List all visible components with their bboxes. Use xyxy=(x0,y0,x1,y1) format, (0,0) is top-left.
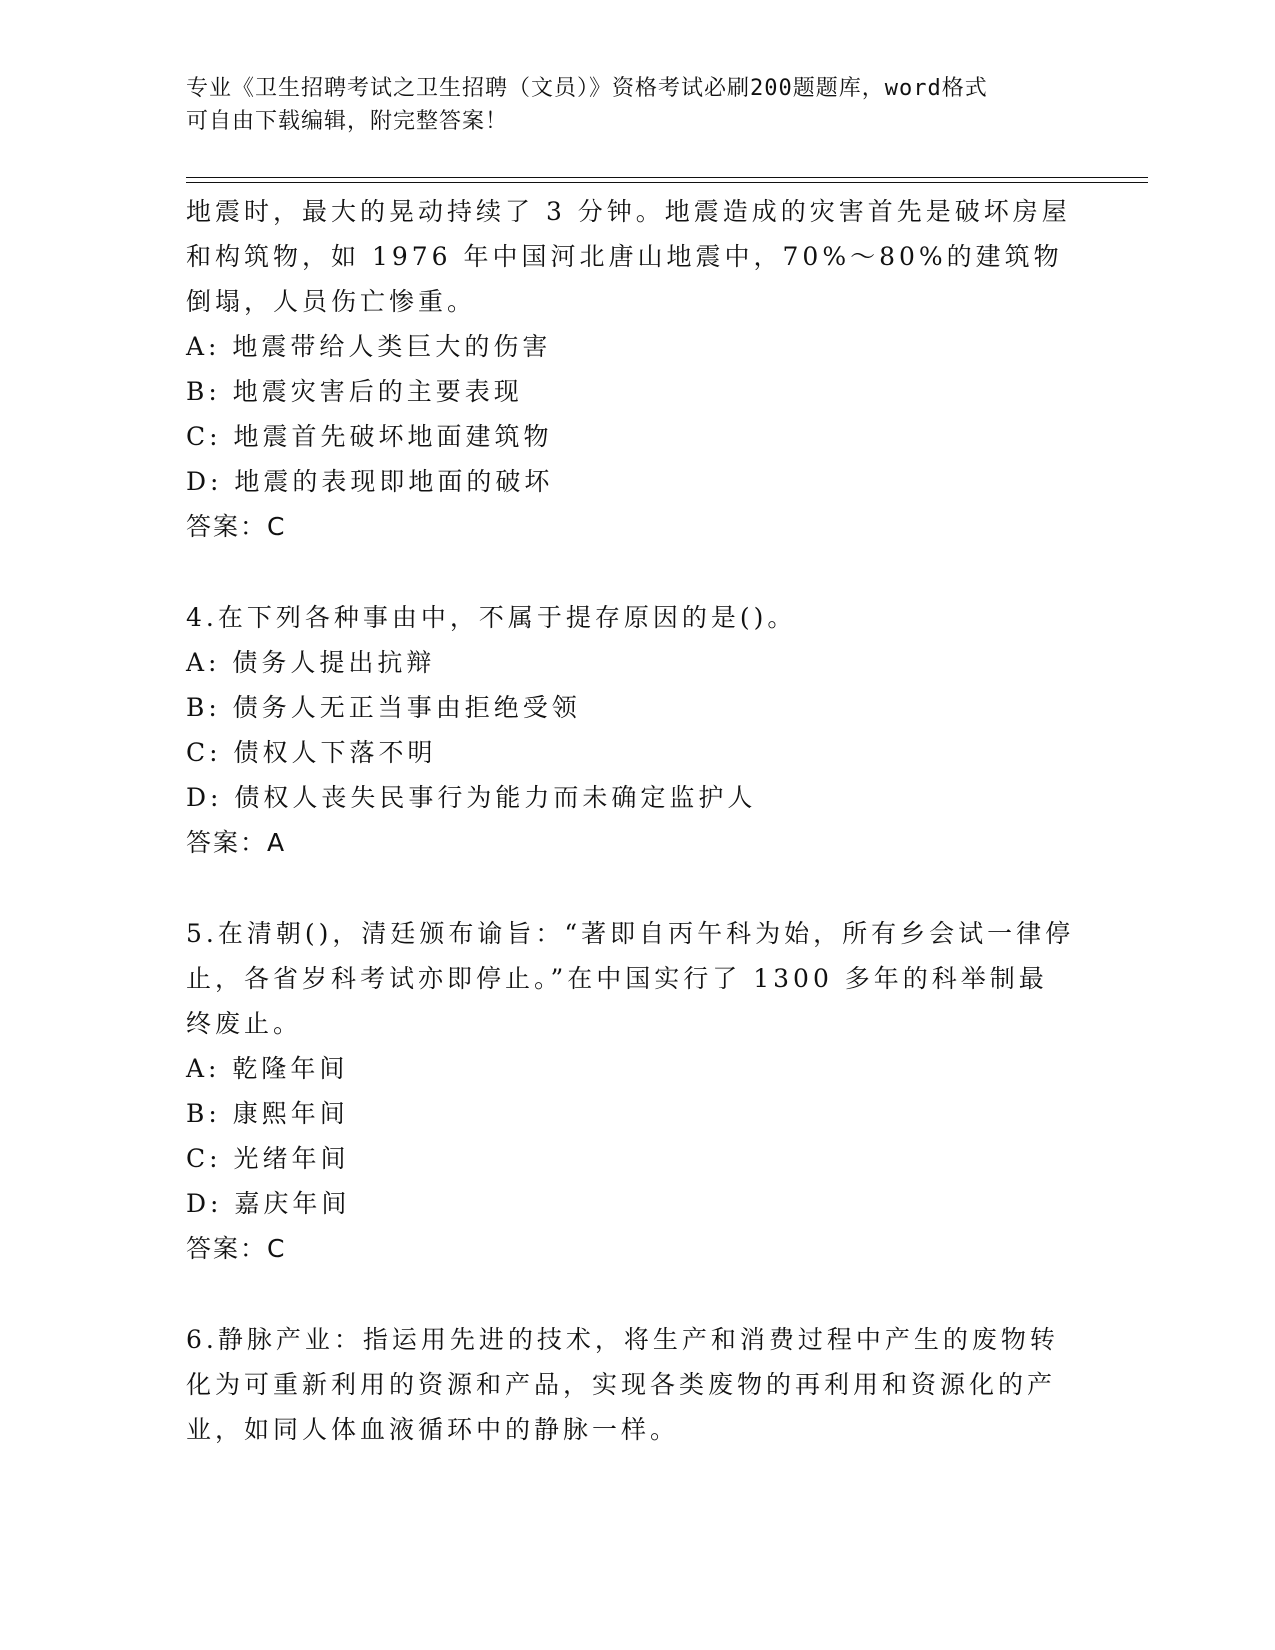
answer-line: 答案：C xyxy=(186,512,287,541)
question-text: 5.在清朝()，清廷颁布谕旨：“著即自丙午科为始，所有乡会试一律停止，各省岁科考试亦即停止。”在中国实行了 1300 多年的科举制最终废止。 xyxy=(186,919,1075,1038)
option-d: D: 地震的表现即地面的破坏 xyxy=(186,467,554,496)
option-c: C: 光绪年间 xyxy=(186,1144,350,1173)
header-line-2: 可自由下载编辑，附完整答案！ xyxy=(186,109,509,134)
spacer xyxy=(186,865,1076,911)
option-d: D: 债权人丧失民事行为能力而未确定监护人 xyxy=(186,783,757,812)
question-text: 6.静脉产业：指运用先进的技术，将生产和消费过程中产生的废物转化为可重新利用的资源和产品，实现各类废物的再利用和资源化的产业，如同人体血液循环中的静脉一样。 xyxy=(186,1325,1059,1444)
spacer xyxy=(186,1271,1076,1317)
document-header xyxy=(186,72,1146,138)
option-c: C: 地震首先破坏地面建筑物 xyxy=(186,422,553,451)
question-block xyxy=(186,189,1076,549)
question-block xyxy=(186,595,1076,865)
option-a: A: 乾隆年间 xyxy=(186,1054,349,1083)
answer-line: 答案：C xyxy=(186,1234,287,1263)
option-b: B: 债务人无正当事由拒绝受领 xyxy=(186,693,581,722)
option-b: B: 康熙年间 xyxy=(186,1099,349,1128)
header-line-1: 专业《卫生招聘考试之卫生招聘（文员）》资格考试必刷200题题库，word格式 xyxy=(186,76,988,101)
header-divider xyxy=(186,177,1148,183)
answer-line: 答案：A xyxy=(186,828,287,857)
question-text: 地震时，最大的晃动持续了 3 分钟。地震造成的灾害首先是破坏房屋和构筑物，如 1976 年中国河北唐山地震中，70%～80%的建筑物倒塌，人员伤亡惨重。 xyxy=(186,197,1071,316)
question-block xyxy=(186,1317,1076,1452)
spacer xyxy=(186,549,1076,595)
option-a: A: 地震带给人类巨大的伤害 xyxy=(186,332,552,361)
document-body xyxy=(186,189,1076,1452)
option-b: B: 地震灾害后的主要表现 xyxy=(186,377,523,406)
question-block xyxy=(186,911,1076,1271)
option-c: C: 债权人下落不明 xyxy=(186,738,437,767)
option-a: A: 债务人提出抗辩 xyxy=(186,648,436,677)
question-text: 4.在下列各种事由中，不属于提存原因的是()。 xyxy=(186,603,797,632)
option-d: D: 嘉庆年间 xyxy=(186,1189,351,1218)
